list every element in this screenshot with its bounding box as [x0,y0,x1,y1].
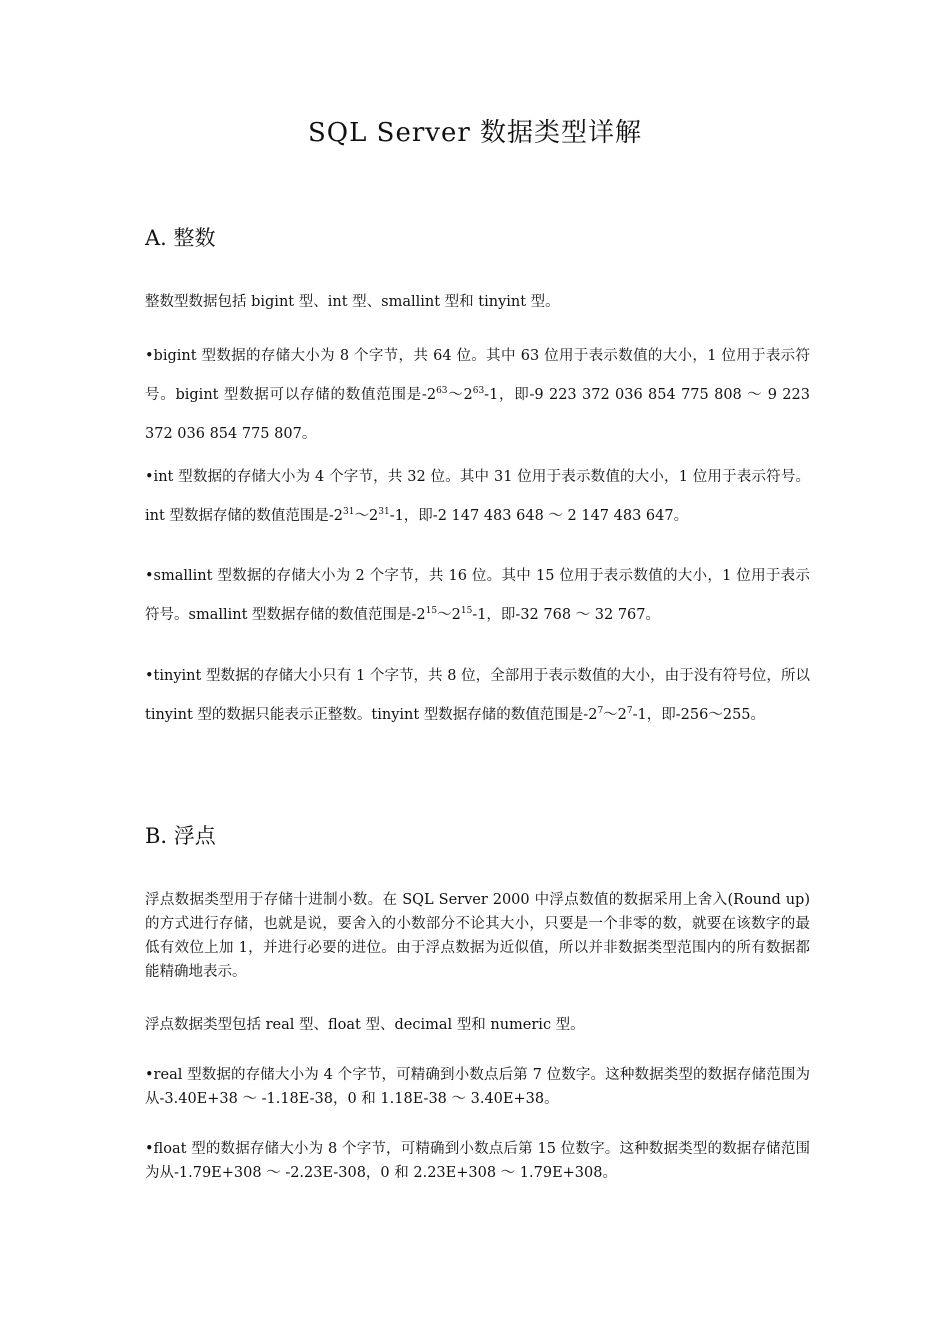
page-title: SQL Server 数据类型详解 [307,118,643,148]
section-b-intro-1: 浮点数据类型用于存储十进制小数。在 SQL Server 2000 中浮点数值的数据采用上舍入(Round up)的方式进行存储，也就是说，要舍入的小数部分不论其大小，只要是一个非零的数，就要在该数字的最低有效位上加 1，并进行必要的进位。由于浮点数据为近似值，所以并非数据类型范围内的所有数据都能精确地表示。 [145,892,810,980]
bigint-text-pre: •bigint 型数据的存储大小为 8 个字节，共 64 位。其中 63 位用于表示数值的大小，1 位用于表示符号。bigint 型数据可以存储的数值范围是-2 [145,348,810,403]
tinyint-text-mid: ～2 [603,707,627,723]
section-b-heading: B. 浮点 [145,824,216,848]
tinyint-text-pre: •tinyint 型数据的存储大小只有 1 个字节，共 8 位，全部用于表示数值的大小，由于没有符号位，所以 tinyint 型的数据只能表示正整数。tinyint 型数据存储的数值范围是-2 [145,668,810,723]
section-b-intro-2: 浮点数据类型包括 real 型、float 型、decimal 型和 numeric 型。 [145,1017,585,1033]
smallint-text-pre: •smallint 型数据的存储大小为 2 个字节，共 16 位。其中 15 位用于表示数值的大小，1 位用于表示符号。smallint 型数据存储的数值范围是-2 [145,568,810,623]
int-text-pre: •int 型数据的存储大小为 4 个字节，共 32 位。其中 31 位用于表示数值的大小，1 位用于表示符号。int 型数据存储的数值范围是-2 [145,469,810,524]
tinyint-exponent-2: 7 [626,706,633,716]
section-a-heading: A. 整数 [145,226,216,250]
bigint-paragraph [145,337,810,454]
int-text-mid: ～2 [354,508,379,524]
smallint-text-post: -1，即-32 768 ～ 32 767。 [472,607,661,623]
smallint-exponent-2: 15 [460,606,473,616]
int-exponent-2: 31 [378,507,390,517]
real-paragraph: •real 型数据的存储大小为 4 个字节，可精确到小数点后第 7 位数字。这种数据类型的数据存储范围为从-3.40E+38 ～ -1.18E-38，0 和 1.18E-38 ～ 3.40E+38。 [145,1067,810,1107]
bigint-text-mid: ～2 [447,387,473,403]
int-exponent-1: 31 [343,507,355,517]
float-paragraph: •float 型的数据存储大小为 8 个字节，可精确到小数点后第 15 位数字。这种数据类型的数据存储范围为从-1.79E+308 ～ -2.23E-308，0 和 2.23E+308 ～ 1.79E+308。 [145,1141,810,1181]
smallint-text-mid: ～2 [437,607,461,623]
bigint-text-post: -1，即-9 223 372 036 854 775 808 ～ 9 223 372 036 854 775 807。 [145,387,810,442]
bigint-exponent-2: 63 [472,386,485,396]
smallint-paragraph [145,557,810,635]
int-text-post: -1，即-2 147 483 648 ～ 2 147 483 647。 [389,508,689,524]
smallint-exponent-1: 15 [425,606,438,616]
bigint-exponent-1: 63 [436,386,448,396]
tinyint-paragraph [145,657,810,735]
tinyint-text-post: -1，即-256～255。 [632,707,766,723]
tinyint-exponent-1: 7 [597,706,604,716]
section-a-intro: 整数型数据包括 bigint 型、int 型、smallint 型和 tinyint 型。 [145,294,560,310]
int-paragraph [145,458,810,536]
